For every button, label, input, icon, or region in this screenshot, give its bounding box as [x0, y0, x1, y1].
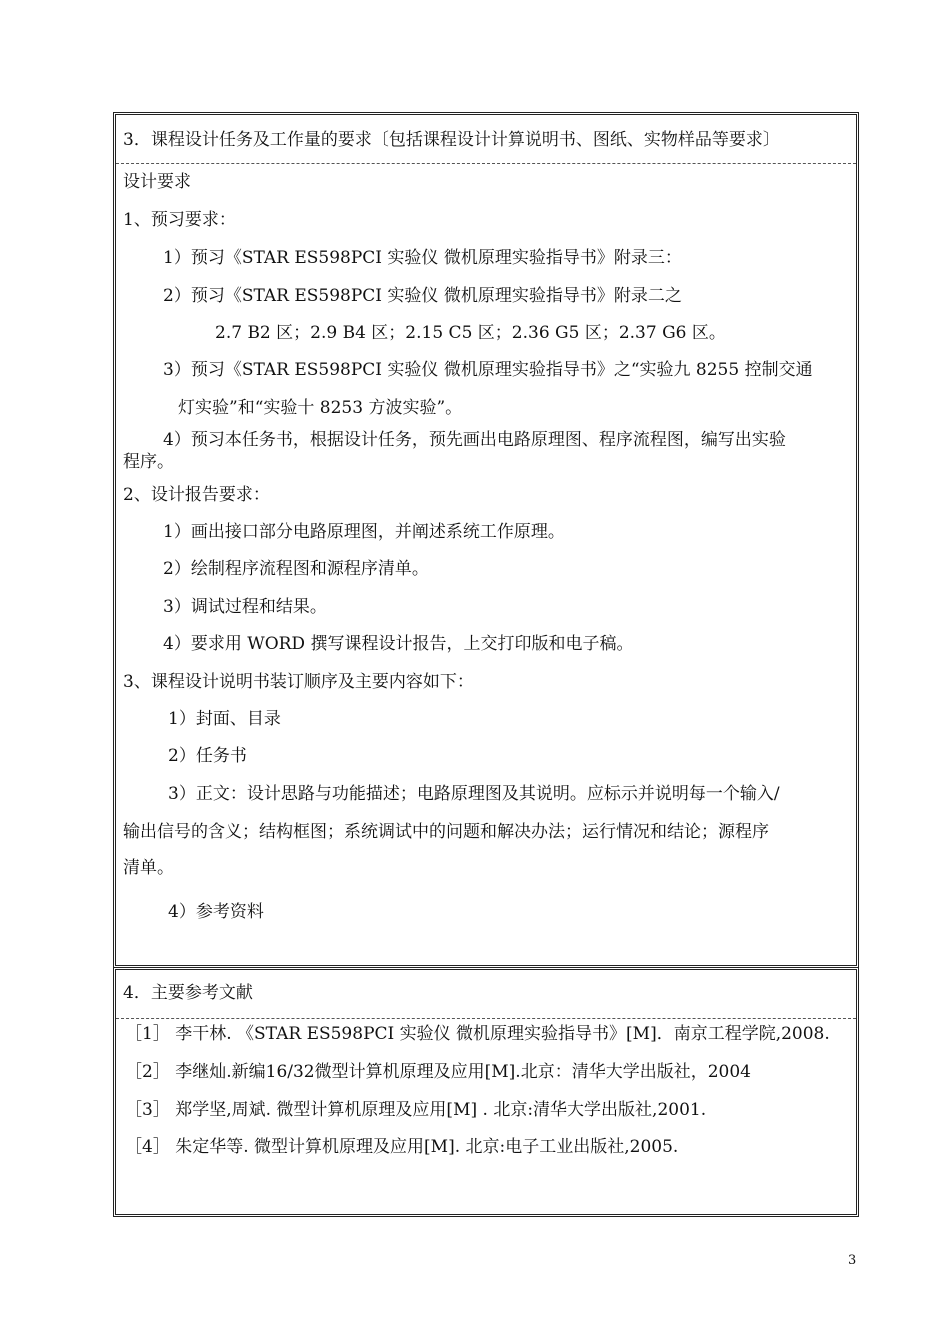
preview-requirements-heading: 1、预习要求：	[123, 210, 236, 230]
reference-item: ［3］ 郑学坚,周斌. 微型计算机原理及应用[M] . 北京:清华大学出版社,2001.	[125, 1100, 707, 1120]
list-item-continuation: 输出信号的含义；结构框图；系统调试中的问题和解决办法；运行情况和结论；源程序	[123, 822, 769, 842]
list-item-continuation: 程序。	[123, 452, 174, 472]
reference-item: ［1］ 李干林. 《STAR ES598PCI 实验仪 微机原理实验指导书》[M]．南京工程学院,2008.	[125, 1024, 830, 1044]
section-heading: 4．主要参考文献	[123, 983, 253, 1003]
reference-item: ［4］ 朱定华等. 微型计算机原理及应用[M]. 北京:电子工业出版社,2005.	[125, 1137, 679, 1157]
list-item-continuation: 灯实验”和“实验十 8253 方波实验”。	[178, 398, 463, 418]
list-item: 4）预习本任务书，根据设计任务，预先画出电路原理图、程序流程图，编写出实验	[163, 430, 786, 450]
list-item: 3）预习《STAR ES598PCI 实验仪 微机原理实验指导书》之“实验九 8255 控制交通	[163, 360, 813, 380]
task-requirements-box	[113, 112, 859, 968]
list-item: 1）画出接口部分电路原理图，并阐述系统工作原理。	[163, 522, 565, 542]
report-requirements-heading: 2、设计报告要求：	[123, 485, 270, 505]
list-item-continuation: 清单。	[123, 858, 174, 878]
list-item: 2）预习《STAR ES598PCI 实验仪 微机原理实验指导书》附录二之	[163, 286, 682, 306]
page-number: 3	[848, 1253, 857, 1268]
design-requirements-title: 设计要求	[123, 172, 191, 192]
list-item: 2）任务书	[168, 746, 247, 766]
list-item: 3）调试过程和结果。	[163, 597, 327, 617]
reference-item: ［2］ 李继灿.新编16/32微型计算机原理及应用[M].北京：清华大学出版社，2004	[125, 1062, 751, 1082]
binding-order-heading: 3、课程设计说明书装订顺序及主要内容如下：	[123, 672, 474, 692]
list-item-continuation: 2.7 B2 区；2.9 B4 区；2.15 C5 区；2.36 G5 区；2.37 G6 区。	[215, 323, 726, 343]
list-item: 1）预习《STAR ES598PCI 实验仪 微机原理实验指导书》附录三：	[163, 248, 682, 268]
section-heading: 3．课程设计任务及工作量的要求〔包括课程设计计算说明书、图纸、实物样品等要求〕	[123, 130, 780, 150]
list-item: 2）绘制程序流程图和源程序清单。	[163, 559, 429, 579]
list-item: 4）参考资料	[168, 902, 264, 922]
references-box	[113, 967, 859, 1217]
list-item: 4）要求用 WORD 撰写课程设计报告，上交打印版和电子稿。	[163, 634, 634, 654]
list-item: 3）正文：设计思路与功能描述；电路原理图及其说明。应标示并说明每一个输入/	[168, 784, 780, 804]
list-item: 1）封面、目录	[168, 709, 281, 729]
